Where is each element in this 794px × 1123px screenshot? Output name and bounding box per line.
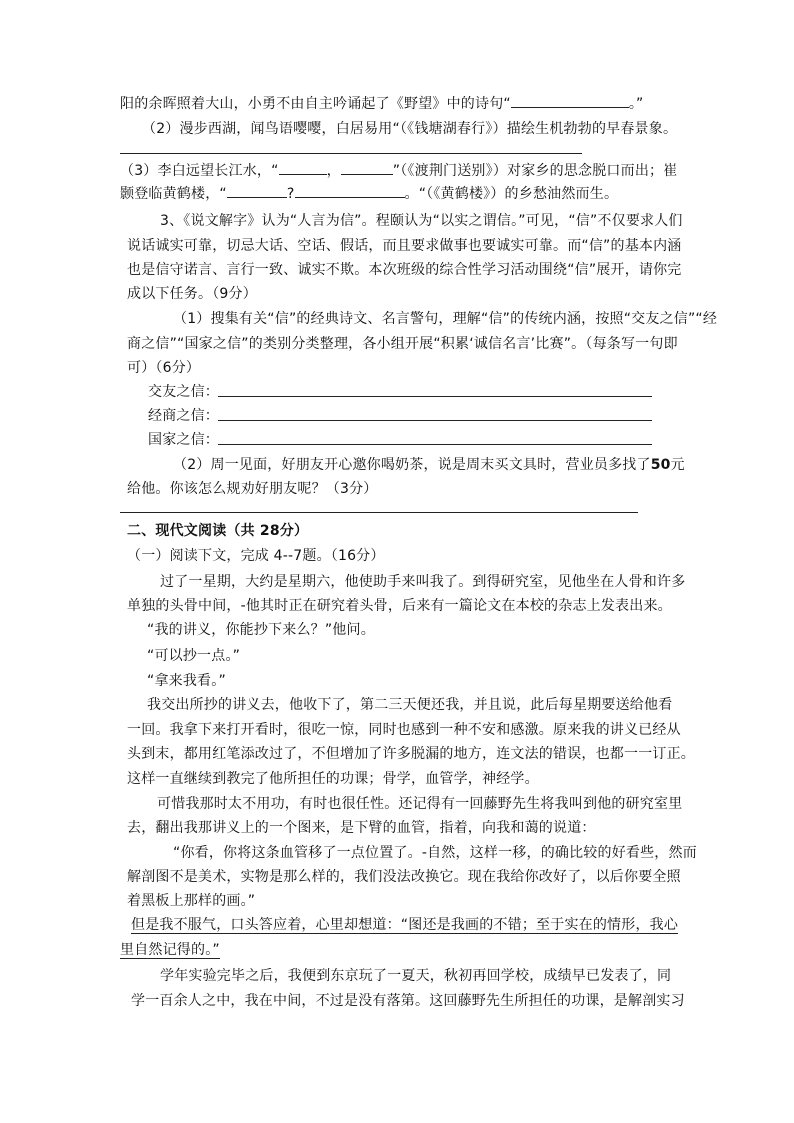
text-segment: 说话诚实可靠，切忌大话、空话、假话，而且要求做事也要诚实可靠。而“信”的基本内涵 [127,238,682,254]
text-segment: 学一百余人之中，我在中间，不过是没有落第。这回藤野先生所担任的功课，是解剖实习 [131,993,685,1009]
text-segment: ， [326,163,341,179]
text-segment: 但是我不服气，口头答应着，心里却想道：“图还是我画的不错；至于实在的情形，我心 [131,917,679,933]
answer-blank[interactable] [341,160,393,175]
text-segment: 元 [670,457,685,473]
passage-line [147,645,240,667]
text-segment: “拿来我看。” [147,673,226,689]
answer-line[interactable] [120,153,582,154]
passage-line [127,866,681,888]
answer-line[interactable] [120,512,638,513]
passage-line [147,619,375,641]
answer-blank[interactable] [227,183,287,198]
passage-line [127,743,695,765]
text-segment: 交友之信： [148,384,219,400]
text-segment: 阳的余晖照着大山，小勇不由自主吟诵起了《野望》中的诗句“ [120,96,511,112]
passage-line [127,595,672,617]
friendship-answer-line[interactable] [218,396,652,397]
text-segment: 。“（《黄鹤楼》）的乡愁油然而生。 [404,186,619,202]
text-line [160,210,683,232]
answer-blank[interactable] [279,160,327,175]
text-segment: 国家之信： [148,432,219,448]
text-segment: （2）漫步西湖，闻鸟语嘤嘤，白居易用“（《钱塘湖春行》）描绘生机勃勃的早春景象。 [142,121,678,137]
text-segment: 可）（6分） [127,360,201,376]
text-segment: 经商之信： [148,408,219,424]
passage-line [127,890,255,912]
passage-line [127,768,539,790]
text-line [127,333,678,355]
text-line [173,454,685,476]
text-segment: 二、现代文阅读（共 28分） [127,523,309,539]
passage-line [127,817,596,839]
passage-line [131,990,685,1012]
field-label [148,381,219,403]
text-segment: 我交出所抄的讲义去，他收下了，第二三天便还我，并且说，此后每星期要送给他看 [147,697,673,713]
passage-line [160,965,671,987]
text-segment: （一）阅读下文，完成 4--7题。（16分） [127,548,385,564]
text-segment: “你看，你将这条血管移了一点位置了。-自然，这样一移，的确比较的好看些，然而 [173,845,697,861]
answer-blank[interactable] [511,93,629,108]
passage-line [147,694,672,716]
text-line [127,259,682,281]
text-line [173,308,717,330]
text-segment: 颢登临黄鹤楼，“ [120,186,227,202]
nation-answer-line[interactable] [218,444,652,445]
text-line [120,93,644,115]
passage-line [157,793,682,815]
text-segment: 3、《说文解字》认为“人言为信”。程颐认为“以实之谓信。”可见，“信”不仅要求人们 [160,213,683,229]
text-segment: （3）李白远望长江水，“ [120,163,279,179]
passage-line [160,571,685,593]
text-segment: 商之信”“国家之信”的类别分类整理，各小组开展“积累‘诚信名言’比赛”。（每条写一句即 [127,336,678,352]
field-label [148,405,219,427]
text-line [127,235,682,257]
field-label [148,429,219,451]
business-answer-line[interactable] [218,420,652,421]
text-line [127,283,257,305]
text-segment: 可惜我那时太不用功，有时也很任性。还记得有一回藤野先生将我叫到他的研究室里 [157,796,683,812]
text-line [127,357,200,379]
subsection-heading [127,545,385,567]
answer-blank[interactable] [295,183,405,198]
text-segment: 也是信守诺言、言行一致、诚实不欺。本次班级的综合性学习活动围绕“信”展开，请你完 [127,262,682,278]
amount-number: 50 [650,457,671,473]
text-segment: 成以下任务。（9分） [127,286,257,302]
passage-line [173,842,697,864]
text-segment: 学年实验完毕之后，我便到东京玩了一夏天，秋初再回学校，成绩早已发表了，同 [160,968,672,984]
underlined-passage-line [131,914,678,936]
text-segment: 解剖图不是美术，实物是那么样的，我们没法改换它。现在我给你改好了，以后你要全照 [127,869,681,885]
text-line [120,160,677,182]
text-segment: ? [286,186,295,202]
passage-line [147,670,226,692]
text-segment: “可以抄一点。” [147,648,241,664]
text-segment: 头到末，都用红笔添改过了，不但增加了许多脱漏的地方，连文法的错误，也都一一订正。 [127,746,695,762]
text-segment: 单独的头骨中间，-他其时正在研究着头骨，后来有一篇论文在本校的杂志上发表出来。 [127,598,672,614]
text-segment: 。” [628,96,644,112]
text-line [120,183,618,205]
text-segment: 一回。我拿下来打开看时，很吃一惊，同时也感到一种不安和感激。原来我的讲义已经从 [127,722,681,738]
text-segment: 过了一星期，大约是星期六，他使助手来叫我了。到得研究室，见他坐在人骨和许多 [160,574,686,590]
passage-line [127,719,681,741]
section-heading [127,520,308,542]
text-segment: （1）搜集有关“信”的经典诗文、名言警句，理解“信”的传统内涵，按照“交友之信”“经 [173,311,718,327]
text-line [142,118,677,140]
text-line [127,478,378,500]
text-segment: ”（《渡荆门送别》）对家乡的思念脱口而出；崔 [392,163,678,179]
text-segment: 着黑板上那样的画。” [127,893,256,909]
text-segment: 去，翻出我那讲义上的一个图来，是下臂的血管，指着，向我和蔼的说道： [127,820,596,836]
text-segment: 里自然记得的。” [120,942,220,958]
underlined-passage-line [120,939,220,961]
text-segment: “我的讲义，你能抄下来么？”他问。 [147,622,375,638]
text-segment: 这样一直继续到教完了他所担任的功课；骨学，血管学，神经学。 [127,771,539,787]
text-segment: 给他。你该怎么规劝好朋友呢？（3分） [127,481,378,497]
text-segment: （2）周一见面，好朋友开心邀你喝奶茶，说是周末买文具时，营业员多找了 [173,457,651,473]
